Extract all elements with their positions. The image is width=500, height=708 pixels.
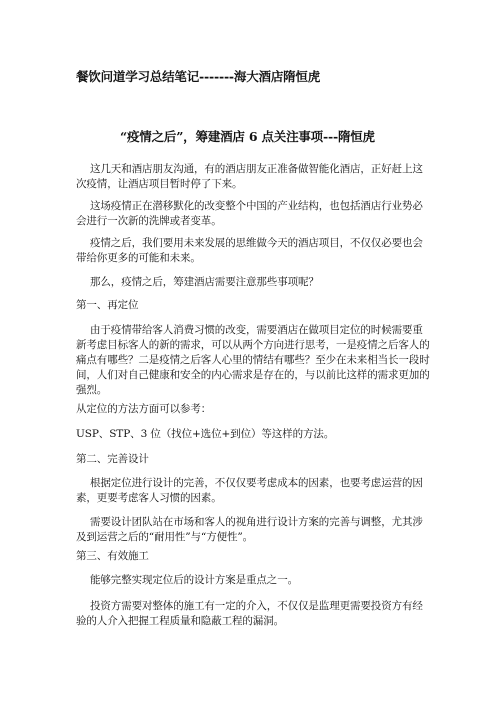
paragraph-design: 根据定位进行设计的完善，不仅仅要考虑成本的因素，也要考虑运营的因素，更要考虑客人习惯的因素。 — [76, 477, 423, 504]
section-heading-design: 第二、完善设计 — [76, 453, 149, 465]
paragraph-future-thinking: 疫情之后，我们要用未来发展的思维做今天的酒店项目，不仅仅必要也会带给你更多的可能和未来。 — [76, 237, 423, 264]
paragraph-reposition: 由于疫情带给客人消费习惯的改变，需要酒店在做项目定位的时候需要重新考虑目标客人的新的需求，可以从两个方向进行思考，一是疫情之后客人的痛点有哪些？二是疫情之后客人心里的情结有哪些？至少在未来相当长一段时间，人们对自己健康和安全的内心需求是存在的，与以前比这样的需求更加的强烈。 — [76, 324, 430, 396]
paragraph-investor: 投资方需要对整体的施工有一定的介入，不仅仅是监理更需要投资方有经验的人介入把握工程质量和隐蔽工程的漏洞。 — [76, 600, 423, 627]
paragraph-question: 那么，疫情之后，筹建酒店需要注意那些事项呢？ — [90, 276, 319, 288]
paragraph-methods: USP、STP、3 位（找位+选位+到位）等这样的方法。 — [76, 428, 335, 440]
article-title: “疫情之后”，筹建酒店 6 点关注事项---隋恒虎 — [120, 129, 375, 144]
document-title: 餐饮问道学习总结笔记-------海大酒店隋恒虎 — [76, 69, 321, 84]
section-heading-reposition: 第一、再定位 — [76, 299, 139, 311]
paragraph-construction-key: 能够完整实现定位后的设计方案是重点之一。 — [90, 574, 298, 586]
section-heading-construction: 第三、有效施工 — [76, 550, 149, 562]
paragraph-intro: 这几天和酒店朋友沟通，有的酒店朋友正准备做智能化酒店，正好赶上这次疫情，让酒店项目暂时停了下来。 — [76, 163, 423, 190]
paragraph-industry-change: 这场疫情正在潜移默化的改变整个中国的产业结构，也包括酒店行业势必会进行一次新的洗牌或者变革。 — [76, 200, 423, 227]
paragraph-design-team: 需要设计团队站在市场和客人的视角进行设计方案的完善与调整，尤其涉及到运营之后的“耐用性”与“方便性”。 — [76, 516, 423, 543]
paragraph-method-intro: 从定位的方法方面可以参考： — [76, 403, 212, 415]
